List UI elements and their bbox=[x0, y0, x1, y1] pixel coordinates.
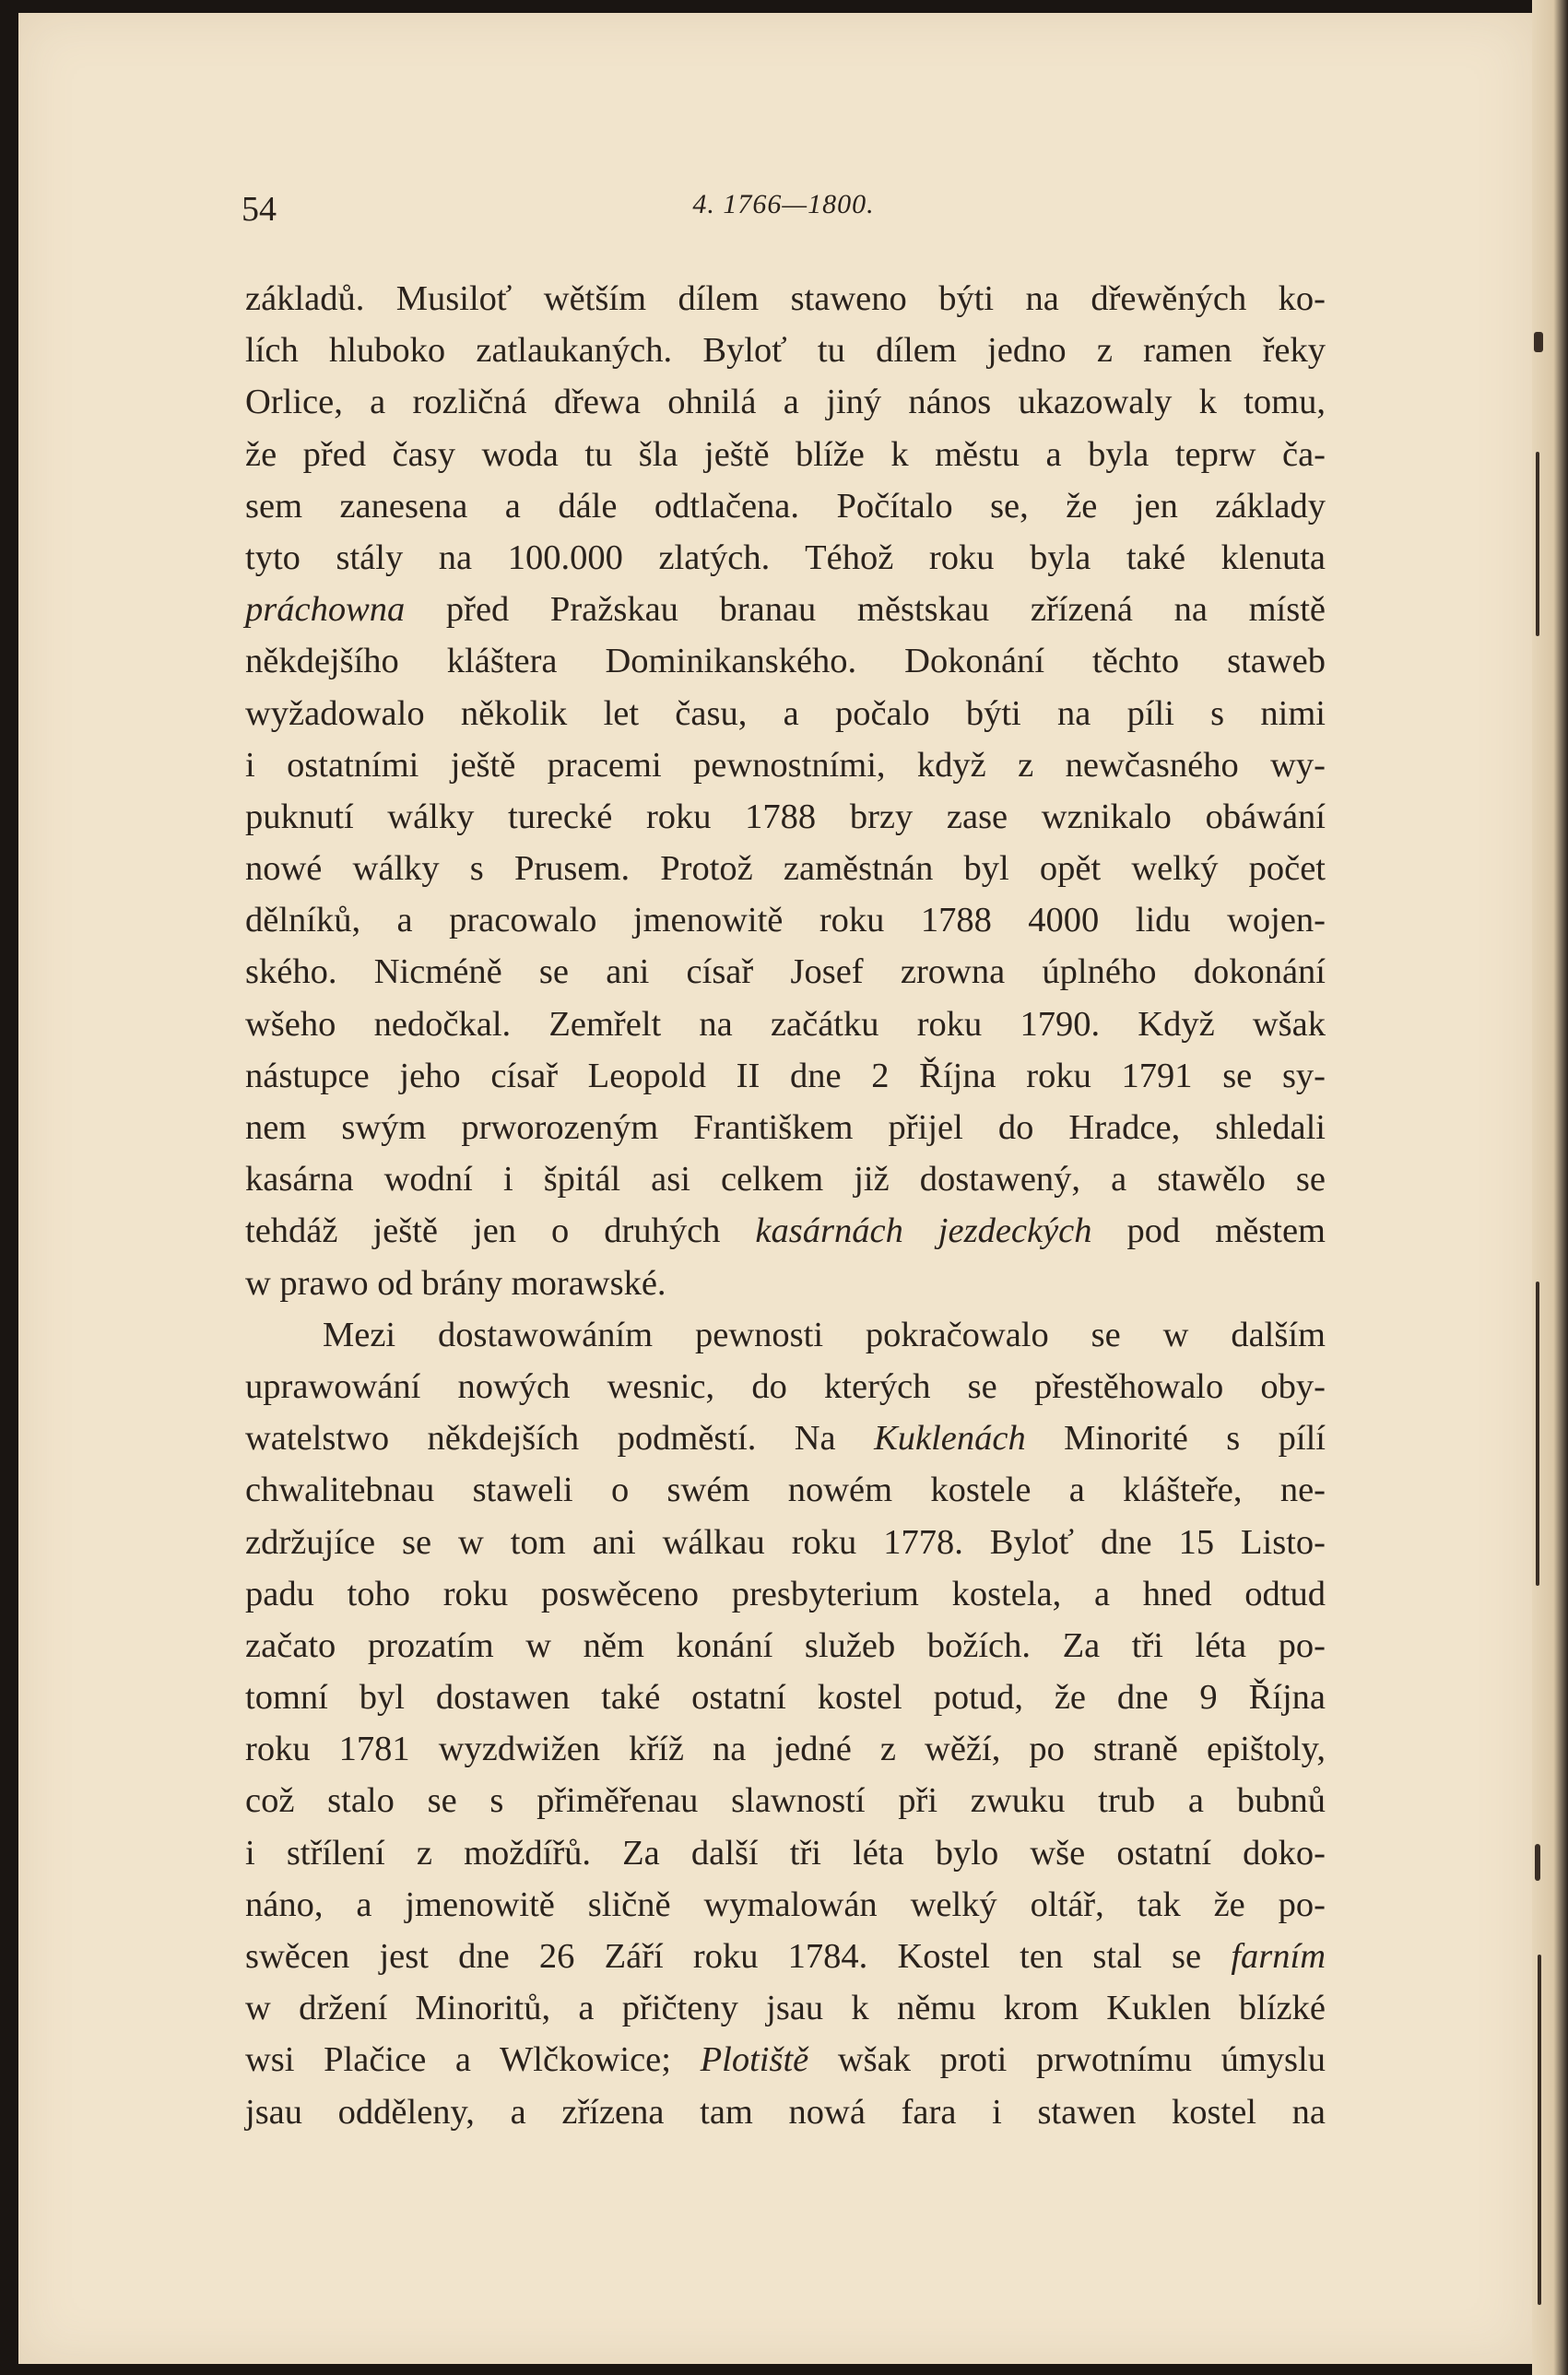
text-segment: pod městem bbox=[1091, 1211, 1326, 1251]
text-line: což stalo se s přiměřenau slawností při zwuku trub a bubnů bbox=[245, 1781, 1326, 1821]
emphasized-term: práchowna bbox=[245, 590, 406, 630]
adjacent-page-edge bbox=[1532, 0, 1568, 2375]
edge-mark bbox=[1534, 332, 1543, 352]
text-line: ského. Nicméně se ani císař Josef zrowna úplného dokonání bbox=[245, 952, 1326, 992]
text-line: dělníků, a pracowalo jmenowitě roku 1788 4000 lidu wojen- bbox=[245, 901, 1326, 940]
text-segment: před Pražskau branau městskau zřízená na místě bbox=[405, 590, 1326, 630]
page-number: 54 bbox=[242, 190, 277, 229]
text-line: nem swým prworozeným Františkem přijel do Hradce, shledali bbox=[245, 1108, 1326, 1147]
body-text bbox=[245, 273, 1326, 2138]
text-line bbox=[245, 1205, 1326, 1257]
edge-mark bbox=[1536, 1282, 1539, 1586]
text-segment: tehdáž ještě jen o druhých bbox=[245, 1211, 756, 1251]
text-line: i střílení z moždířů. Za další tři léta bylo wše ostatní doko- bbox=[245, 1833, 1326, 1873]
text-line: uprawowání nowých wesnic, do kterých se přestěhowalo oby- bbox=[245, 1366, 1326, 1406]
text-line: roku 1781 wyzdwižen kříž na jedné z wěží, po straně epištoly, bbox=[245, 1730, 1326, 1769]
text-line: w prawo od brány morawské. bbox=[245, 1263, 666, 1303]
emphasized-term: Plotiště bbox=[700, 2040, 809, 2080]
text-line: wšeho nedočkal. Zemřelt na začátku roku 1790. Když wšak bbox=[245, 1004, 1326, 1044]
text-line: sem zanesena a dále odtlačena. Počítalo se, že jen základy bbox=[245, 486, 1326, 526]
text-line bbox=[245, 1412, 1326, 1464]
text-line: tomní byl dostawen také ostatní kostel potud, že dne 9 Října bbox=[245, 1678, 1326, 1718]
page-header bbox=[242, 189, 1326, 235]
text-line: lích hluboko zatlaukaných. Byloť tu dílem jedno z ramen řeky bbox=[245, 331, 1326, 371]
text-segment: watelstwo někdejších podměstí. Na bbox=[245, 1419, 875, 1459]
text-line: padu toho roku poswěceno presbyterium kostela, a hned odtud bbox=[245, 1574, 1326, 1613]
text-line: wyžadowalo několik let času, a počalo býti na píli s nimi bbox=[245, 693, 1326, 733]
text-line: nástupce jeho císař Leopold II dne 2 Října roku 1791 se sy- bbox=[245, 1056, 1326, 1095]
text-line: zdržujíce se w tom ani wálkau roku 1778. Byloť dne 15 Listo- bbox=[245, 1522, 1326, 1562]
emphasized-term: farním bbox=[1231, 1937, 1326, 1976]
text-line: Mezi dostawowáním pewnosti pokračowalo se w dalším bbox=[323, 1315, 1326, 1354]
text-line: tyto stály na 100.000 zlatých. Téhož roku byla také klenuta bbox=[245, 538, 1326, 577]
text-line bbox=[245, 1931, 1326, 1982]
edge-mark bbox=[1535, 1844, 1540, 1881]
text-segment: wsi Plačice a Wlčkowice; bbox=[245, 2040, 701, 2080]
emphasized-term: kasárnách jezdeckých bbox=[755, 1211, 1092, 1251]
text-line: nowé wálky s Prusem. Protož zaměstnán byl opět welký počet bbox=[245, 849, 1326, 889]
text-line: puknutí wálky turecké roku 1788 brzy zase wznikalo obáwání bbox=[245, 797, 1326, 836]
text-line: i ostatními ještě pracemi pewnostními, když z newčasného wy- bbox=[245, 745, 1326, 785]
text-line bbox=[245, 584, 1326, 635]
text-line: kasárna wodní i špitál asi celkem již dostawený, a stawělo se bbox=[245, 1160, 1326, 1199]
text-line: že před časy woda tu šla ještě blíže k městu a byla teprw ča- bbox=[245, 434, 1326, 474]
text-line: jsau odděleny, a zřízena tam nowá fara i stawen kostel na bbox=[245, 2092, 1326, 2132]
text-line: někdejšího kláštera Dominikanského. Dokonání těchto staweb bbox=[245, 642, 1326, 681]
text-segment: swěcen jest dne 26 Září roku 1784. Kostel ten stal se bbox=[245, 1937, 1232, 1976]
text-line: náno, a jmenowitě sličně wymalowán welký oltář, tak že po- bbox=[245, 1885, 1326, 1924]
emphasized-term: Kuklenách bbox=[874, 1419, 1026, 1459]
text-line: w držení Minoritů, a přičteny jsau k němu krom Kuklen blízké bbox=[245, 1989, 1326, 2028]
text-line: začato prozatím w něm konání služeb božích. Za tři léta po- bbox=[245, 1625, 1326, 1665]
running-head: 4. 1766—1800. bbox=[692, 189, 875, 219]
text-line: Orlice, a rozličná dřewa ohnilá a jiný nános ukazowaly k tomu, bbox=[245, 383, 1326, 422]
edge-mark bbox=[1538, 1955, 1541, 2305]
edge-mark bbox=[1536, 452, 1539, 636]
text-segment: wšak proti prwotnímu úmyslu bbox=[808, 2040, 1326, 2080]
text-segment: Minorité s pílí bbox=[1025, 1419, 1326, 1459]
text-line bbox=[245, 2034, 1326, 2086]
text-line: základů. Musiloť wětším dílem staweno býti na dřewěných ko- bbox=[245, 279, 1326, 318]
text-line: chwalitebnau staweli o swém nowém kostele a klášteře, ne- bbox=[245, 1471, 1326, 1510]
